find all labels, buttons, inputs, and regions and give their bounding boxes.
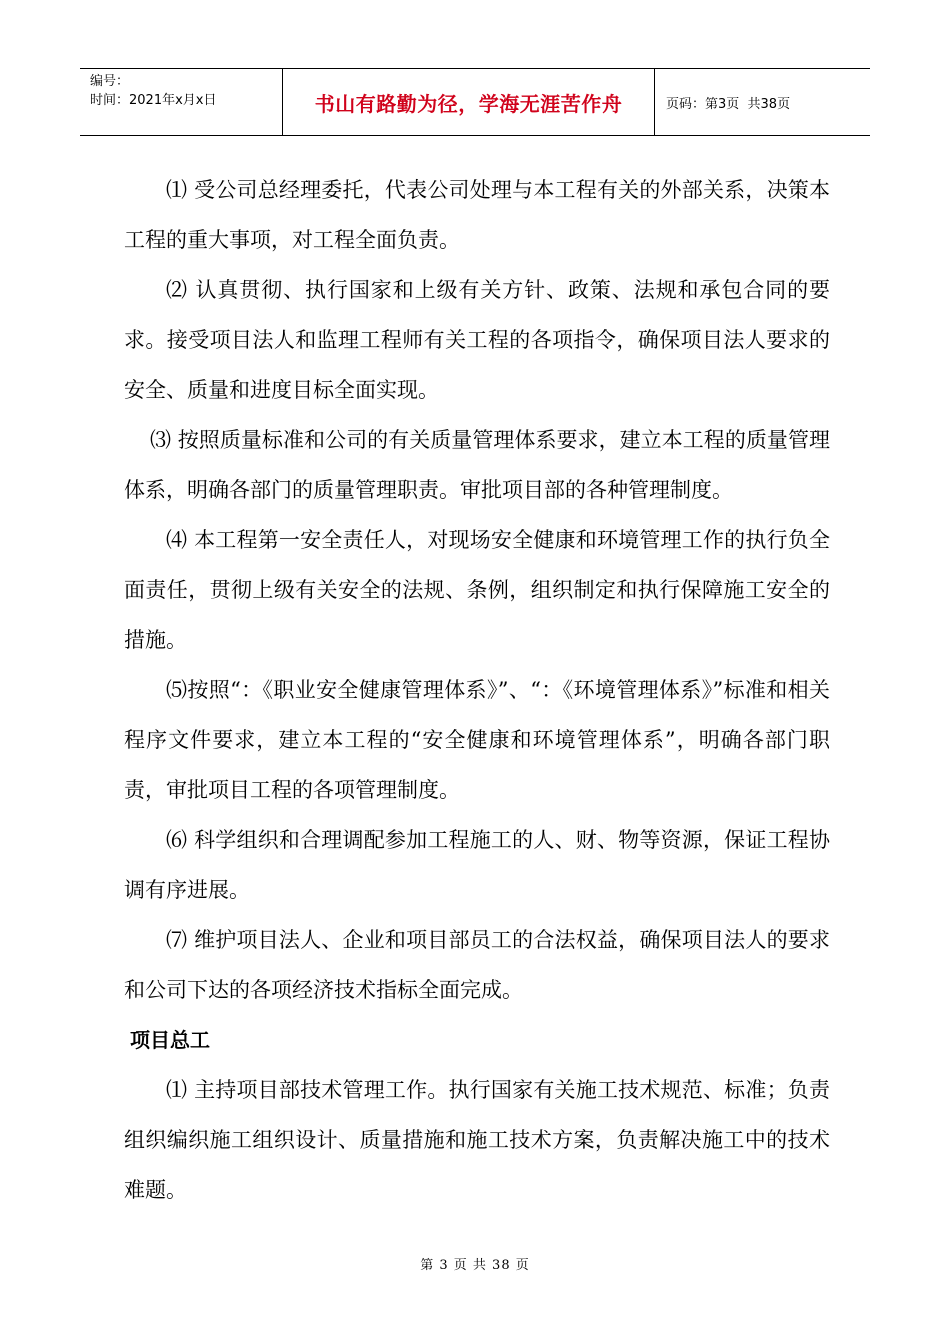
date-label: 时间：2021年x月x日	[90, 93, 217, 108]
paragraph: ⑴ 受公司总经理委托，代表公司处理与本工程有关的外部关系，决策本工程的重大事项，对工程全面负责。	[124, 178, 830, 252]
number-label: 编号：	[90, 74, 130, 89]
header-meta-cell	[80, 69, 283, 135]
page-footer: 第 3 页 共 38 页	[420, 1258, 530, 1273]
document-header	[80, 68, 870, 136]
paragraph: ⑸按照“：《职业安全健康管理体系》”、“：《环境管理体系》”标准和相关程序文件要求，建立本工程的“安全健康和环境管理体系”，明确各部门职责，审批项目工程的各项管理制度。	[124, 678, 830, 802]
paragraph: ⑹ 科学组织和合理调配参加工程施工的人、财、物等资源，保证工程协调有序进展。	[124, 828, 830, 902]
page-info: 页码：第3页 共38页	[666, 96, 791, 112]
section-heading: 项目总工	[130, 1028, 210, 1052]
paragraph: ⑶ 按照质量标准和公司的有关质量管理体系要求，建立本工程的质量管理体系，明确各部门的质量管理职责。审批项目部的各种管理制度。	[124, 428, 830, 502]
paragraph: ⑵ 认真贯彻、执行国家和上级有关方针、政策、法规和承包合同的要求。接受项目法人和监理工程师有关工程的各项指令，确保项目法人要求的安全、质量和进度目标全面实现。	[124, 278, 830, 402]
header-motto-cell	[283, 69, 655, 135]
paragraph: ⑺ 维护项目法人、企业和项目部员工的合法权益，确保项目法人的要求和公司下达的各项经济技术指标全面完成。	[124, 928, 830, 1002]
header-page-cell	[655, 69, 870, 135]
paragraph: ⑷ 本工程第一安全责任人，对现场安全健康和环境管理工作的执行负全面责任，贯彻上级有关安全的法规、条例，组织制定和执行保障施工安全的措施。	[124, 528, 830, 652]
document-body	[124, 165, 830, 1215]
paragraph: ⑴ 主持项目部技术管理工作。执行国家有关施工技术规范、标准；负责组织编织施工组织设计、质量措施和施工技术方案，负责解决施工中的技术难题。	[124, 1078, 830, 1202]
motto: 书山有路勤为径，学海无涯苦作舟	[314, 91, 623, 116]
